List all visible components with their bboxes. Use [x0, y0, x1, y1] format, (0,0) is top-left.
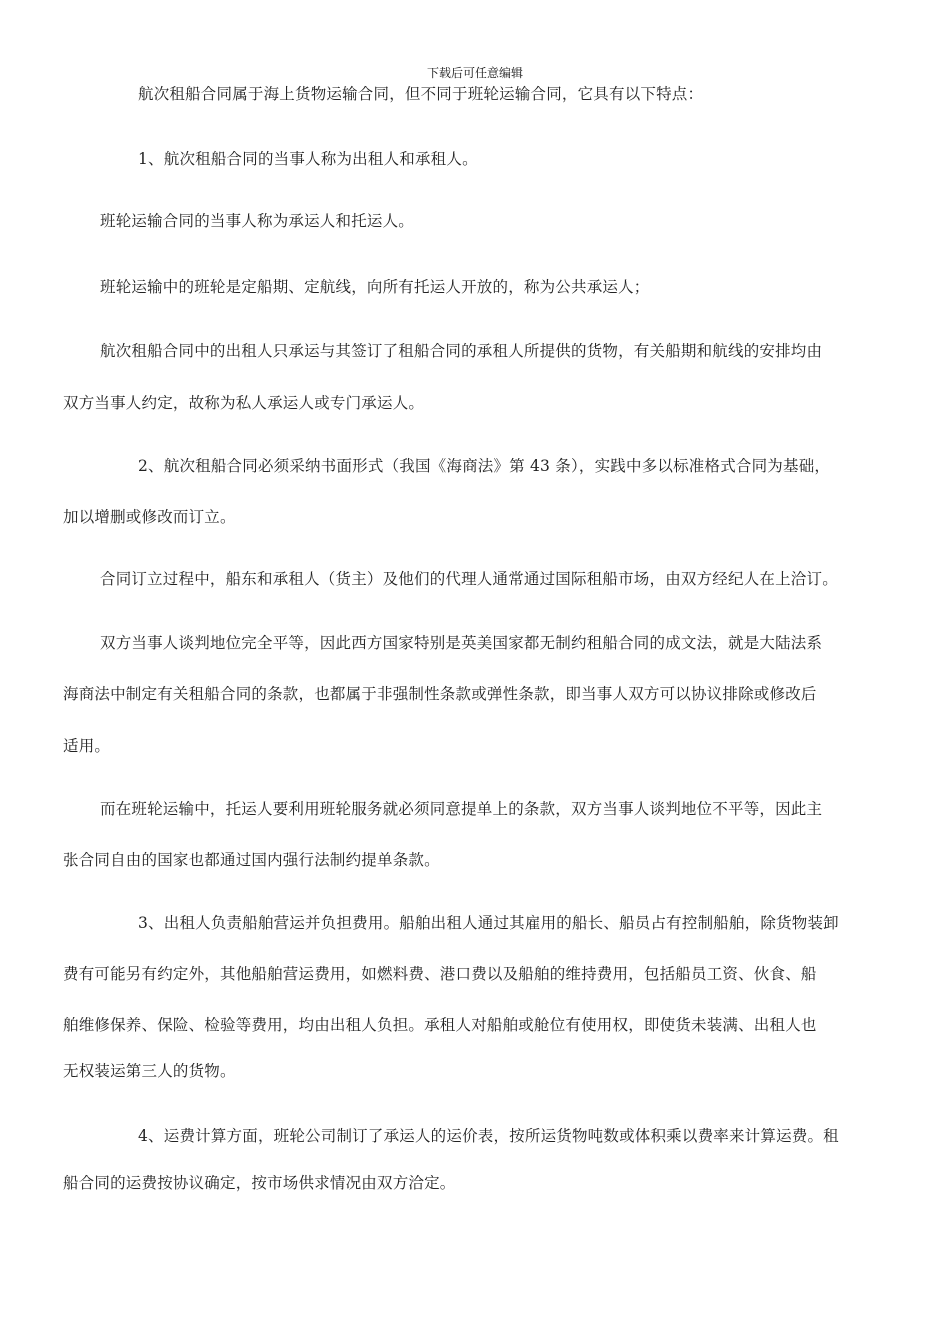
- paragraph-equal-position-line-3: 适用。: [63, 737, 111, 755]
- item-1-line: 1、航次租船合同的当事人称为出租人和承租人。: [138, 150, 478, 168]
- paragraph-private-carrier-line-2: 双方当事人约定，故称为私人承运人或专门承运人。: [63, 394, 425, 412]
- item-3-line-3: 舶维修保养、保险、检验等费用，均由出租人负担。承租人对船舶或舱位有使用权，即使货未装满、出租人也: [63, 1016, 817, 1034]
- item-3-line-4: 无权装运第三人的货物。: [63, 1062, 236, 1080]
- item-4-line-2: 船合同的运费按协议确定，按市场供求情况由双方洽定。: [63, 1174, 456, 1192]
- paragraph-bill-of-lading-line-1: 而在班轮运输中，托运人要利用班轮服务就必须同意提单上的条款，双方当事人谈判地位不平等，因此主: [100, 800, 823, 818]
- item-4-line-1: 4、运费计算方面，班轮公司制订了承运人的运价表，按所运货物吨数或体积乘以费率来计算运费。租: [138, 1127, 839, 1145]
- item-3-line-1: 3、出租人负责船舶营运并负担费用。船舶出租人通过其雇用的船长、船员占有控制船舶，除货物装卸: [138, 914, 839, 932]
- item-3-line-2: 费有可能另有约定外，其他船舶营运费用，如燃料费、港口费以及船舶的维持费用，包括船员工资、伙食、船: [63, 965, 817, 983]
- item-2-line-2: 加以增删或修改而订立。: [63, 508, 236, 526]
- paragraph-private-carrier-line-1: 航次租船合同中的出租人只承运与其签订了租船合同的承租人所提供的货物，有关船期和航线的安排均由: [100, 342, 823, 360]
- header-note: 下载后可任意编辑: [426, 66, 523, 80]
- paragraph-equal-position-line-1: 双方当事人谈判地位完全平等，因此西方国家特别是英美国家都无制约租船合同的成文法，就是大陆法系: [100, 634, 823, 652]
- paragraph-intro-line: 航次租船合同属于海上货物运输合同，但不同于班轮运输合同，它具有以下特点：: [138, 85, 704, 103]
- paragraph-bill-of-lading-line-2: 张合同自由的国家也都通过国内强行法制约提单条款。: [63, 851, 440, 869]
- item-2-line-1: 2、航次租船合同必须采纳书面形式（我国《海商法》第 43 条），实践中多以标准格式合同为基础，: [138, 457, 831, 475]
- paragraph-contract-process-line: 合同订立过程中，船东和承租人（货主）及他们的代理人通常通过国际租船市场，由双方经纪人在上洽订。: [100, 570, 838, 588]
- paragraph-equal-position-line-2: 海商法中制定有关租船合同的条款，也都属于非强制性条款或弹性条款，即当事人双方可以协议排除或修改后: [63, 685, 817, 703]
- paragraph-liner-public-carrier-line: 班轮运输中的班轮是定船期、定航线，向所有托运人开放的，称为公共承运人；: [100, 278, 650, 296]
- paragraph-liner-parties-line: 班轮运输合同的当事人称为承运人和托运人。: [100, 212, 415, 230]
